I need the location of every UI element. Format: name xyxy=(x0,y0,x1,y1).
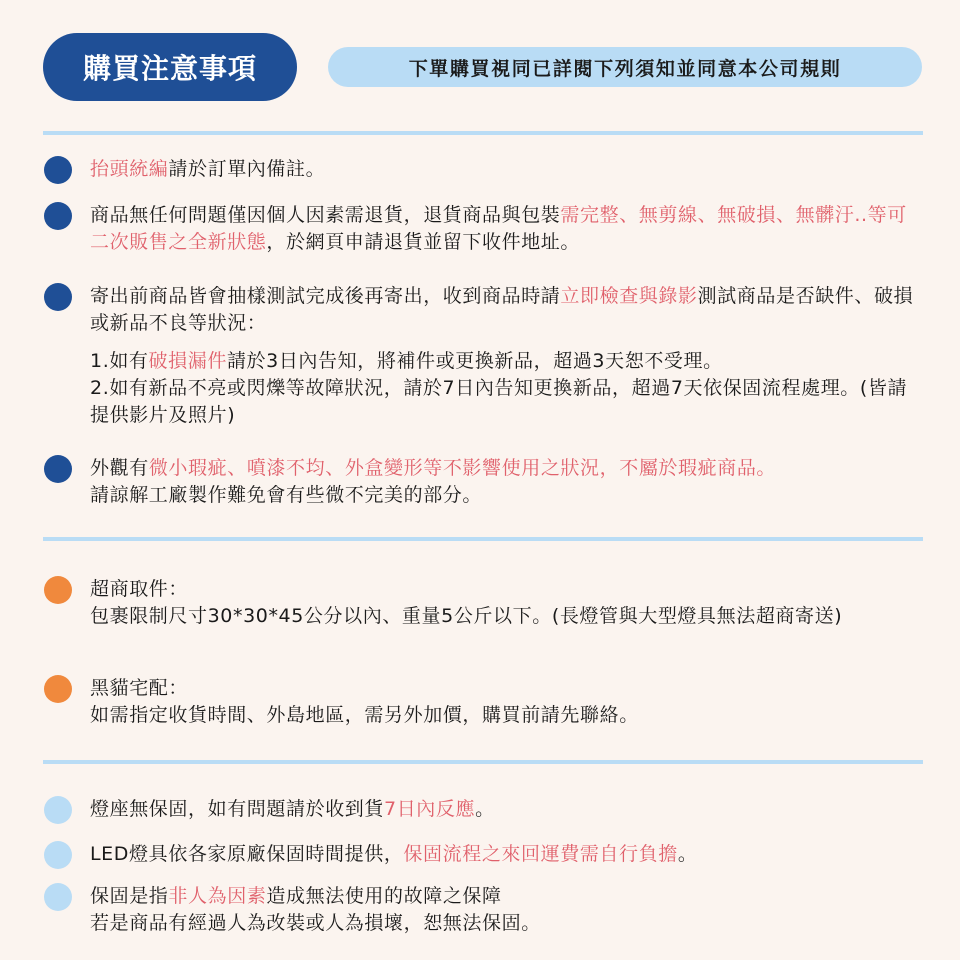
sublist-item: 2.如有新品不亮或閃爍等故障狀況，請於7日內告知更換新品，超過7天依保固流程處理。(皆請提供影片及照片) xyxy=(90,377,908,426)
notice-text xyxy=(90,283,920,337)
notice-text xyxy=(90,156,325,183)
bullet-dot-icon xyxy=(44,883,72,911)
notice-item-invoice xyxy=(44,156,920,184)
sublist-item xyxy=(90,348,920,375)
divider-bottom xyxy=(43,760,923,764)
warranty-text xyxy=(90,841,697,868)
bullet-dot-icon xyxy=(44,576,72,604)
body-text: 若是商品有經過人為改裝或人為損壞，恕無法保固。 xyxy=(90,912,541,934)
notice-item-appearance xyxy=(44,455,920,509)
shipping-title: 黑貓宅配： xyxy=(90,677,189,699)
body-text: 請諒解工廠製作難免會有些微不完美的部分。 xyxy=(90,484,483,506)
warranty-item-socket xyxy=(44,796,920,824)
divider-top xyxy=(43,131,923,135)
page-subtitle: 下單購買視同已詳閱下列須知並同意本公司規則 xyxy=(328,47,922,87)
warranty-text xyxy=(90,883,541,937)
page-title: 購買注意事項 xyxy=(43,33,297,101)
bullet-dot-icon xyxy=(44,202,72,230)
shipping-body: 如需指定收貨時間、外島地區，需另外加價，購買前請先聯絡。 xyxy=(90,704,639,726)
body-text: 造成無法使用的故障之保障 xyxy=(266,885,502,907)
body-text: 。 xyxy=(475,798,495,820)
bullet-dot-icon xyxy=(44,283,72,311)
body-text: 燈座無保固，如有問題請於收到貨 xyxy=(90,798,385,820)
inspection-sublist xyxy=(90,348,920,429)
body-text: ，於網頁申請退貨並留下收件地址。 xyxy=(266,231,581,253)
notice-item-return xyxy=(44,202,920,256)
body-text: 商品無任何問題僅因個人因素需退貨，退貨商品與包裝 xyxy=(90,204,561,226)
bullet-dot-icon xyxy=(44,675,72,703)
shipping-title: 超商取件： xyxy=(90,578,189,600)
highlight-text: 保固流程之來回運費需自行負擔 xyxy=(403,843,678,865)
bullet-dot-icon xyxy=(44,156,72,184)
warranty-text xyxy=(90,796,495,823)
warranty-item-definition xyxy=(44,883,920,937)
bullet-dot-icon xyxy=(44,796,72,824)
shipping-item-home-delivery xyxy=(44,675,920,729)
body-text: 請於3日內告知，將補件或更換新品，超過3天恕不受理。 xyxy=(226,350,723,372)
highlight-text: 抬頭統編 xyxy=(90,158,169,180)
notice-text xyxy=(90,202,920,256)
highlight-text: 需完整、無剪線、無破損、無髒汙..等可二次販售之全新狀態 xyxy=(90,204,907,253)
shipping-body: 包裹限制尺寸30*30*45公分以內、重量5公斤以下。(長燈管與大型燈具無法超商寄送) xyxy=(90,605,843,627)
body-text: 請於訂單內備註。 xyxy=(168,158,326,180)
body-text: 。 xyxy=(677,843,698,865)
bullet-dot-icon xyxy=(44,841,72,869)
body-text: 1.如有 xyxy=(90,350,149,372)
highlight-text: 立即檢查與錄影 xyxy=(560,285,698,307)
body-text: 寄出前商品皆會抽樣測試完成後再寄出，收到商品時請 xyxy=(90,285,561,307)
highlight-text: 微小瑕疵、噴漆不均、外盒變形等不影響使用之狀況，不屬於瑕疵商品。 xyxy=(148,457,777,479)
notice-text xyxy=(90,455,776,509)
divider-middle xyxy=(43,537,923,541)
highlight-text: 7日內反應 xyxy=(384,798,476,820)
body-text: LED燈具依各家原廠保固時間提供， xyxy=(90,843,404,865)
shipping-text xyxy=(90,576,842,630)
body-text: 外觀有 xyxy=(90,457,149,479)
body-text: 保固是指 xyxy=(90,885,169,907)
highlight-text: 非人為因素 xyxy=(168,885,267,907)
shipping-text xyxy=(90,675,639,729)
warranty-item-led xyxy=(44,841,920,869)
notice-item-inspection xyxy=(44,283,920,337)
highlight-text: 破損漏件 xyxy=(148,350,227,372)
body-text: 測試商品是否缺件、破損或新品不良等狀況： xyxy=(90,285,914,334)
bullet-dot-icon xyxy=(44,455,72,483)
shipping-item-convenience-store xyxy=(44,576,920,630)
